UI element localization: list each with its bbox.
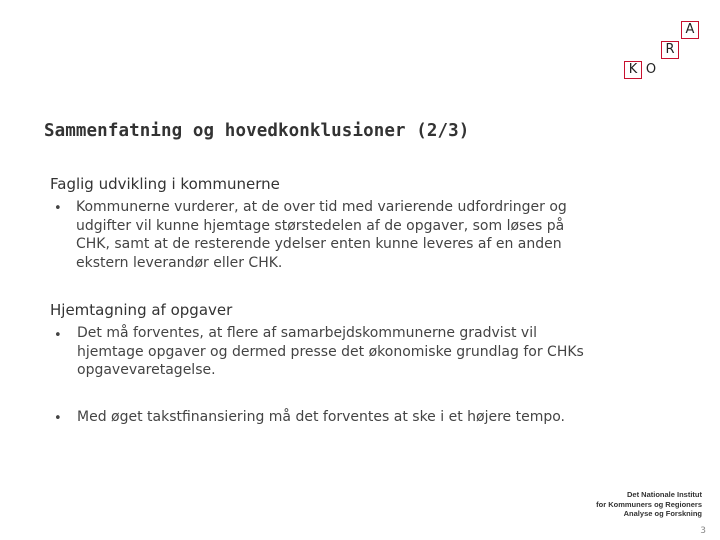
bullet-marker: • bbox=[54, 201, 62, 216]
page-number: 3 bbox=[700, 526, 706, 536]
section-heading-hjemtagning: Hjemtagning af opgaver bbox=[50, 301, 233, 319]
footer-line: for Kommuners og Regioners bbox=[596, 499, 702, 509]
bullet-text: Det må forventes, at flere af samarbejdskommunerne gradvist vil hjemtage opgaver og dermed presse det økonomiske grundlag for CHKs opgavevaretagelse. bbox=[77, 325, 584, 378]
bullet-text: Med øget takstfinansiering må det forventes at ske i et højere tempo. bbox=[77, 409, 565, 425]
bullet-marker: • bbox=[54, 328, 62, 343]
bullet-marker: • bbox=[54, 411, 62, 426]
bullet-text: Kommunerne vurderer, at de over tid med varierende udfordringer og udgifter vil kunne hjemtage størstedelen af de opgaver, som løses på CHK, samt at de resterende ydelser enten kunne leveres af en anden ekstern leverandør eller CHK. bbox=[76, 199, 567, 271]
section-heading-faglig-udvikling: Faglig udvikling i kommunerne bbox=[50, 175, 280, 193]
logo-letter-r: R bbox=[661, 41, 679, 59]
kora-logo bbox=[0, 0, 720, 100]
logo-letter-o: O bbox=[645, 62, 657, 77]
logo-letter-k: K bbox=[624, 61, 642, 79]
footer-line: Analyse og Forskning bbox=[623, 509, 702, 518]
footer-line: Det Nationale Institut bbox=[626, 490, 702, 499]
logo-letter-a: A bbox=[681, 21, 699, 39]
footer-organization bbox=[596, 490, 702, 519]
page-title: Sammenfatning og hovedkonklusioner (2/3) bbox=[44, 121, 470, 141]
